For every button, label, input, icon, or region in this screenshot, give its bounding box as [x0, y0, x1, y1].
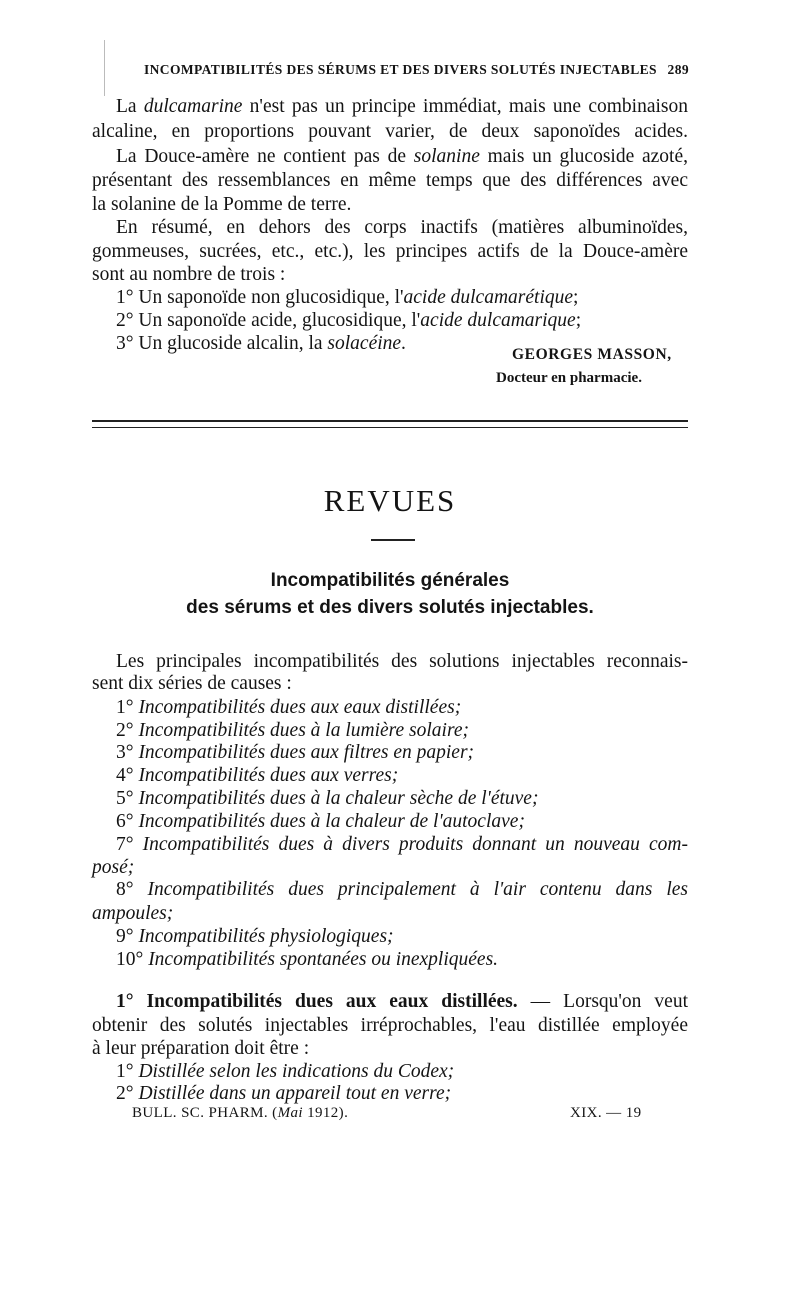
running-header — [144, 62, 689, 78]
item-number: 7° — [116, 834, 134, 855]
item-number: 9° — [116, 926, 134, 947]
paragraph-line: En résumé, en dehors des corps inactifs (matières albuminoïdes, — [116, 217, 688, 238]
item-text: posé; — [92, 857, 135, 878]
cause-item — [116, 696, 461, 720]
item-text: Incompatibilités spontanées ou inexpliquées. — [148, 949, 499, 970]
paragraph-line: Les principales incompatibilités des solutions injectables reconnais- — [116, 651, 688, 672]
running-title: INCOMPATIBILITÉS DES SÉRUMS ET DES DIVERS SOLUTÉS INJECTABLES — [144, 62, 657, 77]
cause-item — [116, 764, 398, 788]
paragraph-line: sont au nombre de trois : — [92, 264, 286, 285]
cause-item — [116, 719, 469, 743]
item-number: 8° — [116, 879, 134, 900]
principle-item: 2° Un saponoïde acide, glucosidique, l'acide dulcamarique; — [116, 310, 582, 331]
item-number: 1° — [116, 697, 134, 718]
item-text: Incompatibilités dues à la lumière solaire; — [138, 720, 469, 741]
page-number: 289 — [667, 62, 689, 77]
item-number: 6° — [116, 811, 134, 832]
author-name: GEORGES MASSON, — [512, 346, 672, 363]
paragraph-line: obtenir des solutés injectables irréprochables, l'eau distillée employée — [92, 1015, 688, 1036]
cause-item — [116, 925, 394, 949]
paragraph-line: alcaline, en proportions pouvant varier, de deux saponoïdes acides. — [92, 121, 688, 142]
journal-reference: BULL. SC. PHARM. (Mai 1912). — [132, 1105, 349, 1121]
item-text: Incompatibilités dues à la chaleur sèche de l'étuve; — [138, 788, 539, 809]
requirement-item: 1° Distillée selon les indications du Codex; — [116, 1061, 455, 1082]
author-title: Docteur en pharmacie. — [496, 370, 642, 386]
item-text: Incompatibilités dues à divers produits donnant un nouveau com- — [142, 834, 688, 855]
cause-item — [92, 856, 134, 880]
cause-item — [92, 902, 173, 926]
section-heading: REVUES — [323, 483, 457, 518]
cause-item — [116, 878, 688, 902]
item-text: ampoules; — [92, 903, 174, 924]
item-text: Incompatibilités dues aux eaux distillées; — [138, 697, 462, 718]
item-text: Incompatibilités physiologiques; — [138, 926, 394, 947]
item-number: 4° — [116, 765, 134, 786]
cause-item — [116, 741, 474, 765]
paragraph-line: 1° Incompatibilités dues aux eaux distillées. — Lorsqu'on veut — [116, 991, 688, 1012]
item-text: Incompatibilités dues aux verres; — [138, 765, 399, 786]
item-number: 3° — [116, 742, 134, 763]
cause-item — [116, 833, 688, 857]
paragraph-line: à leur préparation doit être : — [92, 1038, 310, 1059]
item-number: 5° — [116, 788, 134, 809]
cause-item — [116, 810, 525, 834]
double-rule — [92, 420, 688, 422]
paragraph-line: La Douce-amère ne contient pas de solanine mais un glucoside azoté, — [116, 146, 688, 167]
sheet-signature: XIX. — 19 — [570, 1105, 642, 1121]
principle-item: 3° Un glucoside alcalin, la solacéine. — [116, 333, 406, 354]
principle-item: 1° Un saponoïde non glucosidique, l'acide dulcamarétique; — [116, 287, 579, 308]
paragraph-line: la solanine de la Pomme de terre. — [92, 194, 352, 215]
cause-item — [116, 948, 498, 972]
requirement-item: 2° Distillée dans un appareil tout en verre; — [116, 1083, 452, 1104]
item-text: Incompatibilités dues principalement à l'air contenu dans les — [147, 879, 689, 900]
item-text: Incompatibilités dues à la chaleur de l'autoclave; — [138, 811, 525, 832]
double-rule — [92, 427, 688, 428]
article-title: Incompatibilités générales — [270, 570, 510, 591]
item-number: 10° — [116, 949, 144, 970]
article-title: des sérums et des divers solutés injectables. — [186, 597, 594, 618]
heading-rule — [371, 539, 415, 541]
item-number: 2° — [116, 720, 134, 741]
paragraph-line: présentant des ressemblances en même temps que des différences avec — [92, 170, 688, 191]
item-text: Incompatibilités dues aux filtres en papier; — [138, 742, 475, 763]
margin-line — [104, 40, 105, 96]
cause-item — [116, 787, 538, 811]
paragraph-line: La dulcamarine n'est pas un principe immédiat, mais une combinaison — [116, 96, 689, 117]
paragraph-line: gommeuses, sucrées, etc., etc.), les principes actifs de la Douce-amère — [92, 241, 688, 262]
paragraph-line: sent dix séries de causes : — [92, 673, 292, 694]
